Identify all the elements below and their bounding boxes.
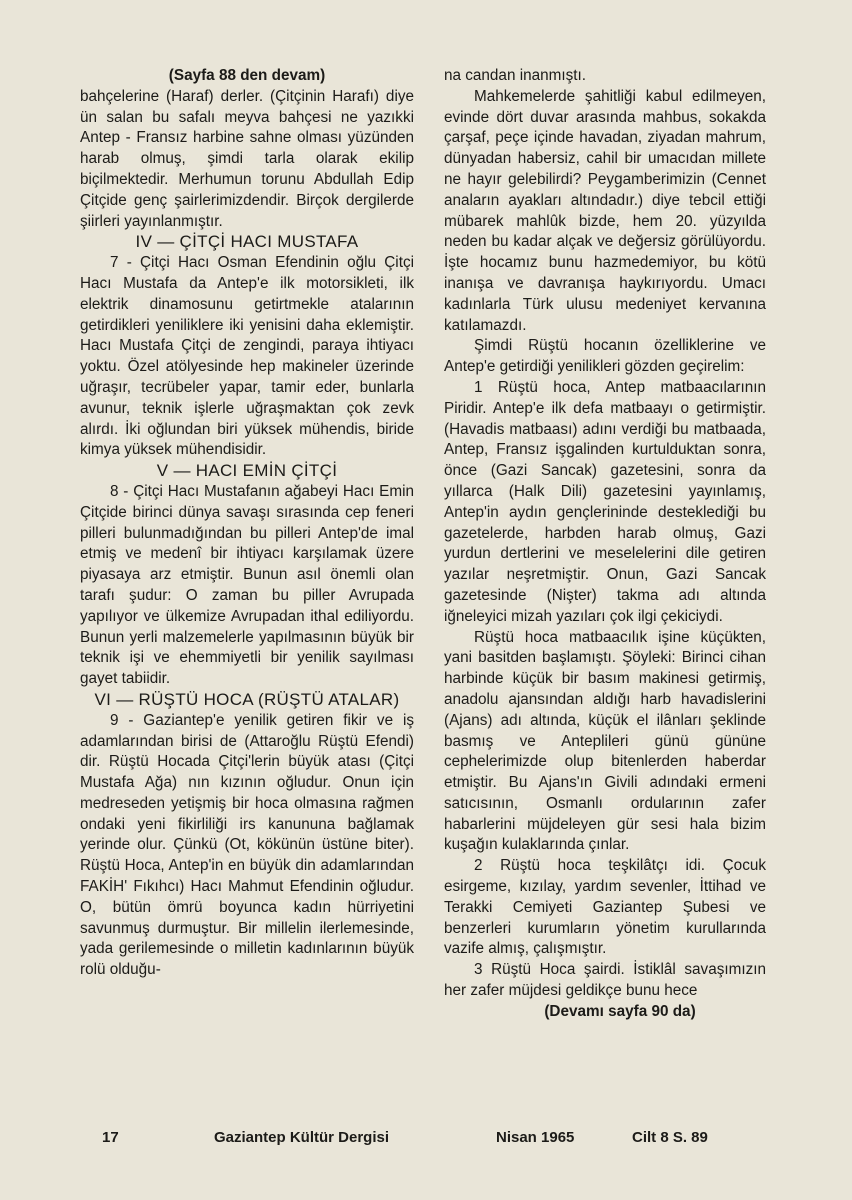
intro-paragraph: bahçelerine (Haraf) derler. (Çitçinin Harafı) diye ün salan bu safalı meyva bahçesi ne yazıkki Antep - Fransız harbine sahne olması yüzünden harab olmuş, şimdi tarla olarak ekilip biçilmektedir. Merhumun torunu Abdullah Edip Çitçide genç şairlerimizdendir. Birçok dergilerde şiirleri yayınlanmıştır. (80, 87, 414, 230)
volume-issue: Cilt 8 S. 89 (632, 1129, 708, 1146)
section-5-paragraph: 8 - Çitçi Hacı Mustafanın ağabeyi Hacı Emin Çitçide birinci dünya savaşı sırasında cep feneri pilleri bulunmadığından bu pilleri Antep'de imal etmiş ve medenî bir ihtiyacı karşılamak üzere piyasaya arz etmiştir. Bunun asıl önemli olan tarafı şudur: O zaman bu piller Avrupada yapılıyor ve ülkemize Avrupadan ithal ediliyordu. Bunun yerli malzemelerle yapılmasının büyük bir teknik işi ve ehemmiyetli bir yenilik sayılması gayet tabiidir. (80, 482, 414, 688)
right-column (444, 66, 766, 1023)
issue-date: Nisan 1965 (496, 1129, 575, 1146)
section-4-paragraph: 7 - Çitçi Hacı Osman Efendinin oğlu Çitçi Hacı Mustafa da Antep'e ilk motorsikleti, ilk elektrik dinamosunu getirtmekle atalarının getirdikleri yeniliklere iki yenisini daha eklemiştir. Hacı Mustafa Çitçi de zengindi, paraya ihtiyacı yoktu. Özel atölyesinde hep makineler üzerinde uğraşır, tecrübeler yapar, tamir eder, bunlarla avunur, teknik işlerle uğraşmaktan çok zevk alırdı. İki oğlundan biri yüksek mühendis, biride kimya yüksek mühendisidir. (80, 254, 414, 459)
left-column (80, 66, 414, 981)
section-6-paragraph: 9 - Gaziantep'e yenilik getiren fikir ve iş adamlarından birisi de (Attaroğlu Rüştü Efendi) dir. Rüştü Hocada Çitçi'lerin büyük atası (Çitçi Mustafa Ağa) nın kızının oğludur. Onun için medreseden yetişmiş bir hoca olmasına rağmen ondaki yeni fikirliliği irs kanununa bağlamak yerinde olur. Çünkü (Ot, kökünün üstüne biter). Rüştü Hoca, Antep'in en büyük din adamlarından FAKİH' Fıkıhcı) Hacı Mahmut Efendinin oğludur. O, bütün ömrü boyunca kadın hürriyetini savunmuş durmuştur. Bir millelin ilerlemesinde, yada gerilemesinde o milletin kadınlarının büyük rolü olduğu- (80, 711, 414, 979)
paragraph-5: 2 Rüştü hoca teşkilâtçı idi. Çocuk esirgeme, kızılay, yardım sevenler, İttihad ve Terakki Cemiyeti Gaziantep Şubesi ve benzerleri kurumların yönetim kurullarında vazife almış, çalışmıştır. (444, 857, 766, 958)
paragraph-1: Mahkemelerde şahitliği kabul edilmeyen, evinde dört duvar arasında mahbus, sokakda çarşaf, peçe içinde havadan, ziyadan mahrum, dünyadan habersiz, cahil bir umacıdan millete ne hayır gelebilirdi? Peygamberimizin (Cennet anaların ayakları altındadır.) diye tebcil ettiği mübarek mahlûk bizde, hem 20. yüzyılda neden bu kadar alçak ve değersiz görülüyordu. İşte hocamız bunu hazmedemiyor, bu kötü inanışa ve davranışa haykırıyordu. Umacı kadınlarla Türk ulusu medeniyet kervanına katılamazdı. (444, 87, 766, 334)
section-5-heading: V — HACI EMİN ÇİTÇİ (156, 461, 338, 481)
paragraph-6: 3 Rüştü Hoca şairdi. İstiklâl savaşımızın her zafer müjdesi geldikçe bunu hece (444, 961, 766, 1000)
journal-title: Gaziantep Kültür Dergisi (214, 1129, 390, 1146)
section-6-heading: VI — RÜŞTÜ HOCA (RÜŞTÜ ATALAR) (94, 689, 400, 709)
page-footer (0, 1129, 852, 1153)
paragraph-4: Rüştü hoca matbaacılık işine küçükten, yani basitden başlamıştı. Şöyleki: Birinci cihan harbinde küçük bir basım makinesi getirmiş, anadolu ajansından aldığı harb havadislerini (Ajans) adı altında, küçük el ilânları şeklinde basmış ve Anteplileri günü gününe cephelerimizde olup bitenlerden haberdar etmiştir. Bu Ajans'ın Givili adındaki ermeni satıcısının, Osmanlı ordularının zafer habarlerini müjdeleyen gür sesi hala bizim kuşağın kulaklarında çınlar. (444, 628, 766, 854)
paragraph-2: Şimdi Rüştü hocanın özelliklerine ve Antep'e getirdiği yenilikleri gözden geçirelim: (444, 337, 766, 376)
continued-on-note: (Devamı sayfa 90 da) (544, 1002, 696, 1020)
page-number: 17 (102, 1129, 119, 1146)
continued-from-note: (Sayfa 88 den devam) (168, 67, 326, 84)
section-4-heading: IV — ÇİTÇİ HACI MUSTAFA (135, 232, 359, 252)
paragraph-3: 1 Rüştü hoca, Antep matbaacılarının Piridir. Antep'e ilk defa matbaayı o getirmiştir. (Havadis matbaası) adını verdiği bu matbaada, Antep, Fransız işgalinden kurtulduktan sonra, önce (Gazi Sancak) gazetesini, sonra da yıllarca (Halk Dili) gazetesini yayınlamış, Antep'in aydın gençlerininde desteklediği bu gazetelerde, harbden harab olmuş, Gazi yurdun dertlerini ve meselelerini dile getiren yazılar neşretmiştir. Onun, Gazi Sancak gazetesinde (Nişter) takma adı altında iğneleyici mizah yazıları çok ilgi çekiciydi. (444, 378, 766, 625)
continuation-line: na candan inanmıştı. (444, 67, 587, 84)
